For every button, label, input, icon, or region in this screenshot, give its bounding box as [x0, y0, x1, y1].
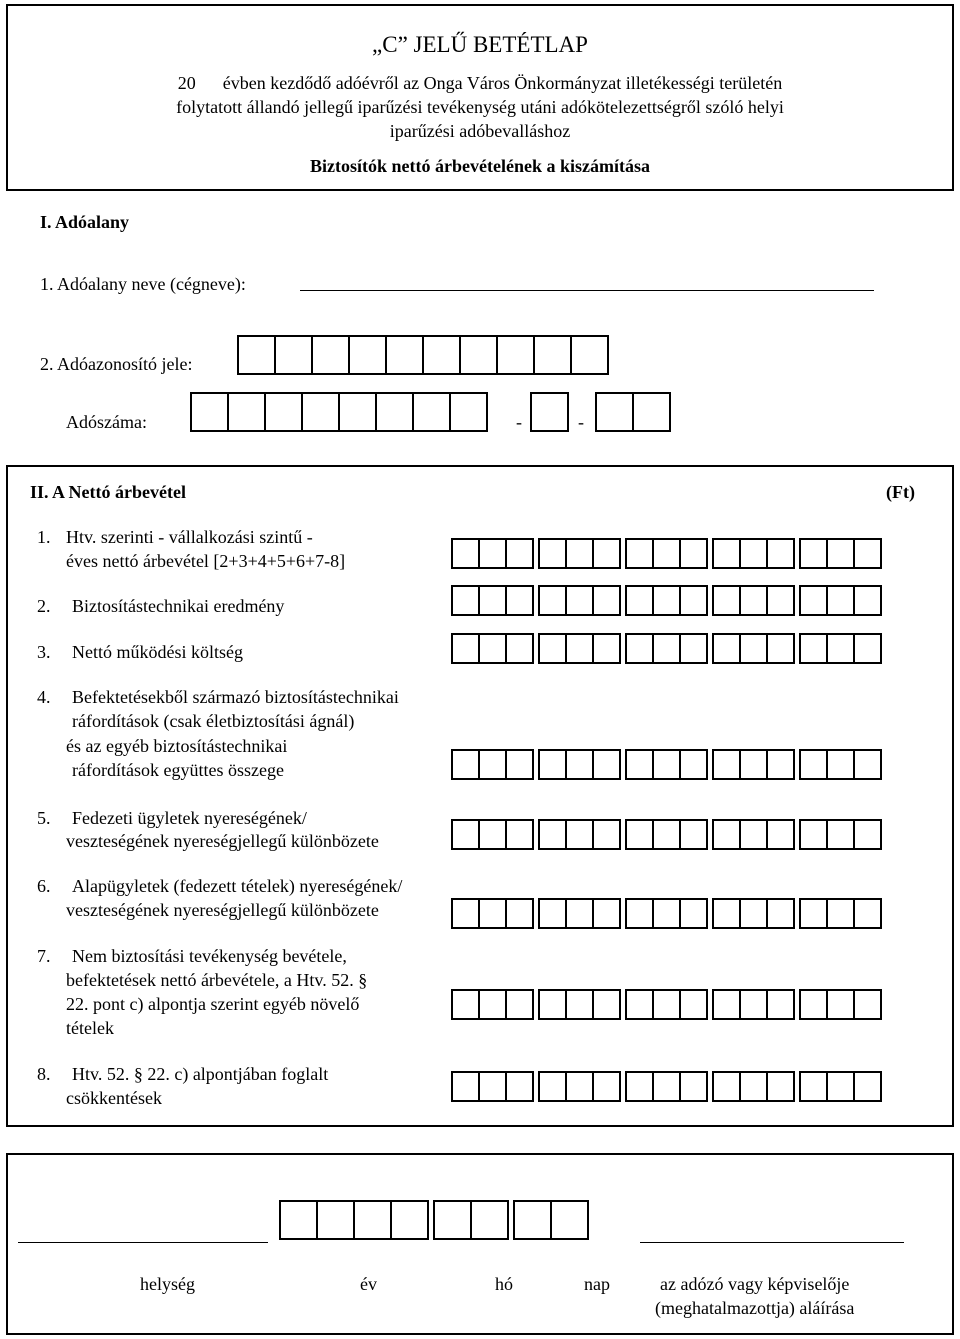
tax-number-digit[interactable] [595, 392, 634, 432]
signer-label-line-1: az adózó vagy képviselője [660, 1274, 850, 1294]
amount-digit[interactable] [826, 585, 855, 616]
tax-id-digit[interactable] [348, 335, 387, 375]
amount-digit[interactable] [451, 819, 480, 850]
row-5-number: 5. [37, 808, 51, 828]
amount-digit[interactable] [505, 538, 534, 569]
amount-digit[interactable] [625, 633, 654, 664]
amount-digit[interactable] [592, 538, 621, 569]
amount-digit[interactable] [478, 538, 507, 569]
amount-digit[interactable] [592, 1071, 621, 1102]
amount-digit[interactable] [853, 585, 882, 616]
row-8-label-line-1: Htv. 52. § 22. c) alpontjában foglalt [72, 1064, 329, 1084]
currency-unit: (Ft) [886, 482, 915, 502]
amount-digit[interactable] [652, 633, 681, 664]
amount-digit[interactable] [826, 633, 855, 664]
amount-digit[interactable] [592, 819, 621, 850]
amount-group[interactable] [712, 1071, 793, 1102]
tax-number-digit[interactable] [338, 392, 377, 432]
header-line-2: folytatott állandó jellegű iparűzési tevékenység utáni adókötelezettségről szóló helyi [176, 97, 784, 117]
amount-group[interactable] [712, 898, 793, 929]
amount-digit[interactable] [565, 1071, 594, 1102]
tax-id-digit[interactable] [496, 335, 535, 375]
amount-group[interactable] [538, 989, 619, 1020]
amount-digit[interactable] [766, 538, 795, 569]
tax-id-digit[interactable] [237, 335, 276, 375]
amount-digit[interactable] [652, 819, 681, 850]
month-label: hó [495, 1274, 513, 1294]
amount-group[interactable] [712, 538, 793, 569]
place-field[interactable] [18, 1242, 268, 1243]
amount-digit[interactable] [625, 749, 654, 780]
row-1-label-line-1: Htv. szerinti - vállalkozási szintű - [66, 527, 313, 547]
tax-id-digit[interactable] [385, 335, 424, 375]
amount-digit[interactable] [739, 819, 768, 850]
tax-number-boxes-main[interactable] [190, 392, 486, 432]
amount-digit[interactable] [478, 633, 507, 664]
amount-digit[interactable] [538, 585, 567, 616]
day-label: nap [584, 1274, 610, 1294]
amount-group[interactable] [451, 819, 532, 850]
amount-digit[interactable] [853, 819, 882, 850]
place-label: helység [140, 1274, 195, 1294]
amount-digit[interactable] [853, 898, 882, 929]
day-digit[interactable] [513, 1200, 552, 1240]
amount-group[interactable] [538, 585, 619, 616]
amount-digit[interactable] [565, 749, 594, 780]
amount-digit[interactable] [451, 538, 480, 569]
tax-number-digit[interactable] [301, 392, 340, 432]
amount-group[interactable] [451, 585, 532, 616]
row-6-label-line-2: veszteségének nyereségjellegű különbözete [66, 900, 379, 920]
row-4-label-line-3: és az egyéb biztosítástechnikai [66, 736, 288, 756]
amount-group[interactable] [712, 989, 793, 1020]
amount-group[interactable] [538, 1071, 619, 1102]
amount-group[interactable] [451, 898, 532, 929]
amount-digit[interactable] [766, 819, 795, 850]
amount-digit[interactable] [592, 989, 621, 1020]
amount-group[interactable] [625, 538, 706, 569]
amount-digit[interactable] [766, 989, 795, 1020]
row-3-number: 3. [37, 642, 51, 662]
tax-id-boxes[interactable] [237, 335, 607, 375]
amount-group[interactable] [625, 898, 706, 929]
amount-digit[interactable] [565, 585, 594, 616]
amount-digit[interactable] [538, 633, 567, 664]
amount-digit[interactable] [652, 989, 681, 1020]
tax-number-digit[interactable] [449, 392, 488, 432]
amount-group[interactable] [625, 1071, 706, 1102]
amount-digit[interactable] [625, 989, 654, 1020]
amount-digit[interactable] [625, 1071, 654, 1102]
amount-digit[interactable] [592, 585, 621, 616]
row-6-label-line-1: Alapügyletek (fedezett tételek) nyereségének/ [72, 876, 403, 896]
amount-digit[interactable] [478, 1071, 507, 1102]
amount-group[interactable] [625, 819, 706, 850]
amount-digit[interactable] [478, 989, 507, 1020]
row-2-number: 2. [37, 596, 51, 616]
row-8-amount-boxes[interactable] [451, 1071, 880, 1102]
tax-id-label: 2. Adóazonosító jele: [40, 354, 193, 374]
tax-id-digit[interactable] [459, 335, 498, 375]
amount-group[interactable] [538, 538, 619, 569]
amount-digit[interactable] [451, 989, 480, 1020]
amount-digit[interactable] [538, 1071, 567, 1102]
tax-number-dash-1: - [516, 412, 522, 432]
tax-number-dash-2: - [578, 412, 584, 432]
amount-digit[interactable] [592, 633, 621, 664]
row-5-label-line-2: veszteségének nyereségjellegű különbözete [66, 831, 379, 851]
row-2-amount-boxes[interactable] [451, 585, 880, 616]
amount-digit[interactable] [505, 819, 534, 850]
amount-group[interactable] [625, 989, 706, 1020]
row-4-number: 4. [37, 687, 51, 707]
tax-number-digit[interactable] [190, 392, 229, 432]
row-4-amount-boxes[interactable] [451, 749, 880, 780]
amount-digit[interactable] [451, 633, 480, 664]
amount-digit[interactable] [565, 819, 594, 850]
row-8-number: 8. [37, 1064, 51, 1084]
amount-digit[interactable] [679, 585, 708, 616]
amount-group[interactable] [799, 538, 880, 569]
row-7-label-line-2: befektetések nettó árbevétele, a Htv. 52. § [66, 970, 368, 990]
amount-digit[interactable] [652, 585, 681, 616]
header-line-1: 20 évben kezdődő adóévről az Onga Város Önkormányzat illetékességi területén [177, 73, 783, 93]
row-7-amount-boxes[interactable] [451, 989, 880, 1020]
amount-digit[interactable] [478, 585, 507, 616]
section-1-heading: I. Adóalany [40, 212, 130, 232]
amount-group[interactable] [625, 633, 706, 664]
year-digit[interactable] [279, 1200, 318, 1240]
amount-digit[interactable] [739, 585, 768, 616]
amount-group[interactable] [538, 819, 619, 850]
amount-digit[interactable] [853, 749, 882, 780]
amount-digit[interactable] [625, 819, 654, 850]
amount-digit[interactable] [538, 538, 567, 569]
row-7-number: 7. [37, 946, 51, 966]
row-5-amount-boxes[interactable] [451, 819, 880, 850]
amount-digit[interactable] [679, 538, 708, 569]
year-digit[interactable] [390, 1200, 429, 1240]
year-label: év [360, 1274, 377, 1294]
amount-digit[interactable] [826, 989, 855, 1020]
amount-digit[interactable] [799, 989, 828, 1020]
amount-digit[interactable] [478, 749, 507, 780]
amount-digit[interactable] [679, 819, 708, 850]
amount-group[interactable] [451, 633, 532, 664]
amount-digit[interactable] [505, 585, 534, 616]
row-7-label-line-4: tételek [66, 1018, 114, 1038]
amount-digit[interactable] [565, 633, 594, 664]
amount-digit[interactable] [739, 1071, 768, 1102]
amount-group[interactable] [799, 749, 880, 780]
amount-digit[interactable] [625, 898, 654, 929]
year-digit[interactable] [353, 1200, 392, 1240]
amount-digit[interactable] [712, 538, 741, 569]
amount-group[interactable] [538, 898, 619, 929]
amount-digit[interactable] [826, 898, 855, 929]
amount-digit[interactable] [538, 989, 567, 1020]
amount-digit[interactable] [679, 1071, 708, 1102]
tax-number-boxes-vat[interactable] [530, 392, 567, 432]
amount-group[interactable] [712, 749, 793, 780]
amount-digit[interactable] [451, 749, 480, 780]
amount-digit[interactable] [766, 633, 795, 664]
amount-digit[interactable] [478, 898, 507, 929]
amount-digit[interactable] [505, 1071, 534, 1102]
amount-digit[interactable] [853, 1071, 882, 1102]
form-title: „C” JELŰ BETÉTLAP [372, 32, 588, 57]
amount-digit[interactable] [652, 538, 681, 569]
amount-digit[interactable] [739, 749, 768, 780]
amount-digit[interactable] [451, 898, 480, 929]
amount-group[interactable] [799, 1071, 880, 1102]
tax-id-digit[interactable] [422, 335, 461, 375]
amount-digit[interactable] [799, 585, 828, 616]
amount-digit[interactable] [592, 749, 621, 780]
amount-digit[interactable] [565, 989, 594, 1020]
amount-group[interactable] [451, 1071, 532, 1102]
amount-digit[interactable] [826, 749, 855, 780]
amount-digit[interactable] [766, 1071, 795, 1102]
tax-number-digit[interactable] [227, 392, 266, 432]
amount-digit[interactable] [826, 819, 855, 850]
tax-id-digit[interactable] [311, 335, 350, 375]
row-4-label-line-4: ráfordítások együttes összege [72, 760, 284, 780]
amount-digit[interactable] [451, 585, 480, 616]
tax-id-digit[interactable] [570, 335, 609, 375]
amount-digit[interactable] [712, 1071, 741, 1102]
tax-number-digit[interactable] [530, 392, 569, 432]
month-digit[interactable] [433, 1200, 472, 1240]
amount-group[interactable] [799, 989, 880, 1020]
header-line-3: iparűzési adóbevalláshoz [389, 121, 571, 141]
amount-digit[interactable] [625, 538, 654, 569]
amount-digit[interactable] [652, 1071, 681, 1102]
amount-digit[interactable] [478, 819, 507, 850]
form-subtitle: Biztosítók nettó árbevételének a kiszámítása [310, 156, 650, 176]
amount-digit[interactable] [799, 819, 828, 850]
date-boxes[interactable] [279, 1200, 587, 1240]
amount-group[interactable] [799, 585, 880, 616]
amount-digit[interactable] [766, 898, 795, 929]
tax-number-digit[interactable] [264, 392, 303, 432]
amount-digit[interactable] [826, 1071, 855, 1102]
row-6-number: 6. [37, 876, 51, 896]
row-7-label-line-1: Nem biztosítási tevékenység bevétele, [72, 946, 347, 966]
amount-group[interactable] [625, 749, 706, 780]
amount-group[interactable] [712, 633, 793, 664]
row-1-amount-boxes[interactable] [451, 538, 880, 569]
row-8-label-line-2: csökkentések [66, 1088, 162, 1108]
row-6-amount-boxes[interactable] [451, 898, 880, 929]
amount-digit[interactable] [739, 989, 768, 1020]
amount-group[interactable] [712, 585, 793, 616]
amount-digit[interactable] [712, 819, 741, 850]
signature-field[interactable] [640, 1242, 904, 1243]
amount-digit[interactable] [625, 585, 654, 616]
amount-group[interactable] [538, 749, 619, 780]
amount-digit[interactable] [679, 989, 708, 1020]
amount-group[interactable] [451, 538, 532, 569]
amount-digit[interactable] [652, 749, 681, 780]
amount-digit[interactable] [853, 538, 882, 569]
row-4-label-line-1: Befektetésekből származó biztosítástechnikai [72, 687, 399, 707]
amount-digit[interactable] [826, 538, 855, 569]
amount-digit[interactable] [652, 898, 681, 929]
amount-digit[interactable] [712, 898, 741, 929]
amount-digit[interactable] [853, 633, 882, 664]
amount-digit[interactable] [451, 1071, 480, 1102]
company-name-field[interactable] [300, 290, 874, 291]
amount-digit[interactable] [766, 749, 795, 780]
amount-digit[interactable] [505, 633, 534, 664]
tax-number-boxes-county[interactable] [595, 392, 669, 432]
amount-digit[interactable] [799, 749, 828, 780]
amount-digit[interactable] [565, 898, 594, 929]
row-3-amount-boxes[interactable] [451, 633, 880, 664]
amount-digit[interactable] [739, 633, 768, 664]
amount-digit[interactable] [505, 898, 534, 929]
amount-digit[interactable] [712, 585, 741, 616]
amount-digit[interactable] [799, 1071, 828, 1102]
section-2-heading: II. A Nettó árbevétel [30, 482, 186, 502]
amount-digit[interactable] [679, 898, 708, 929]
amount-digit[interactable] [538, 749, 567, 780]
amount-digit[interactable] [538, 819, 567, 850]
tax-id-digit[interactable] [533, 335, 572, 375]
amount-digit[interactable] [739, 538, 768, 569]
amount-digit[interactable] [712, 749, 741, 780]
amount-digit[interactable] [766, 585, 795, 616]
amount-group[interactable] [451, 989, 532, 1020]
amount-digit[interactable] [853, 989, 882, 1020]
amount-group[interactable] [625, 585, 706, 616]
amount-group[interactable] [799, 819, 880, 850]
amount-digit[interactable] [799, 898, 828, 929]
amount-group[interactable] [712, 819, 793, 850]
row-7-label-line-3: 22. pont c) alpontja szerint egyéb növelő [66, 994, 360, 1014]
amount-group[interactable] [451, 749, 532, 780]
tax-id-digit[interactable] [274, 335, 313, 375]
amount-digit[interactable] [712, 989, 741, 1020]
signer-label-line-2: (meghatalmazottja) aláírása [655, 1298, 855, 1318]
tax-number-digit[interactable] [632, 392, 671, 432]
tax-number-digit[interactable] [412, 392, 451, 432]
tax-number-label: Adószáma: [66, 412, 147, 432]
day-digit[interactable] [550, 1200, 589, 1240]
amount-digit[interactable] [799, 633, 828, 664]
amount-group[interactable] [538, 633, 619, 664]
amount-digit[interactable] [739, 898, 768, 929]
year-digit[interactable] [316, 1200, 355, 1240]
row-1-number: 1. [37, 527, 51, 547]
amount-digit[interactable] [679, 633, 708, 664]
amount-digit[interactable] [592, 898, 621, 929]
amount-digit[interactable] [538, 898, 567, 929]
amount-digit[interactable] [505, 989, 534, 1020]
amount-digit[interactable] [505, 749, 534, 780]
amount-digit[interactable] [799, 538, 828, 569]
tax-number-digit[interactable] [375, 392, 414, 432]
row-5-label-line-1: Fedezeti ügyletek nyereségének/ [72, 808, 307, 828]
row-3-label-line-1: Nettó működési költség [72, 642, 243, 662]
amount-digit[interactable] [679, 749, 708, 780]
amount-digit[interactable] [712, 633, 741, 664]
row-4-label-line-2: ráfordítások (csak életbiztosítási ágnál) [72, 711, 355, 731]
month-digit[interactable] [470, 1200, 509, 1240]
amount-group[interactable] [799, 898, 880, 929]
amount-group[interactable] [799, 633, 880, 664]
amount-digit[interactable] [565, 538, 594, 569]
row-2-label-line-1: Biztosítástechnikai eredmény [72, 596, 285, 616]
company-name-label: 1. Adóalany neve (cégneve): [40, 274, 246, 294]
row-1-label-line-2: éves nettó árbevétel [2+3+4+5+6+7-8] [66, 551, 346, 571]
